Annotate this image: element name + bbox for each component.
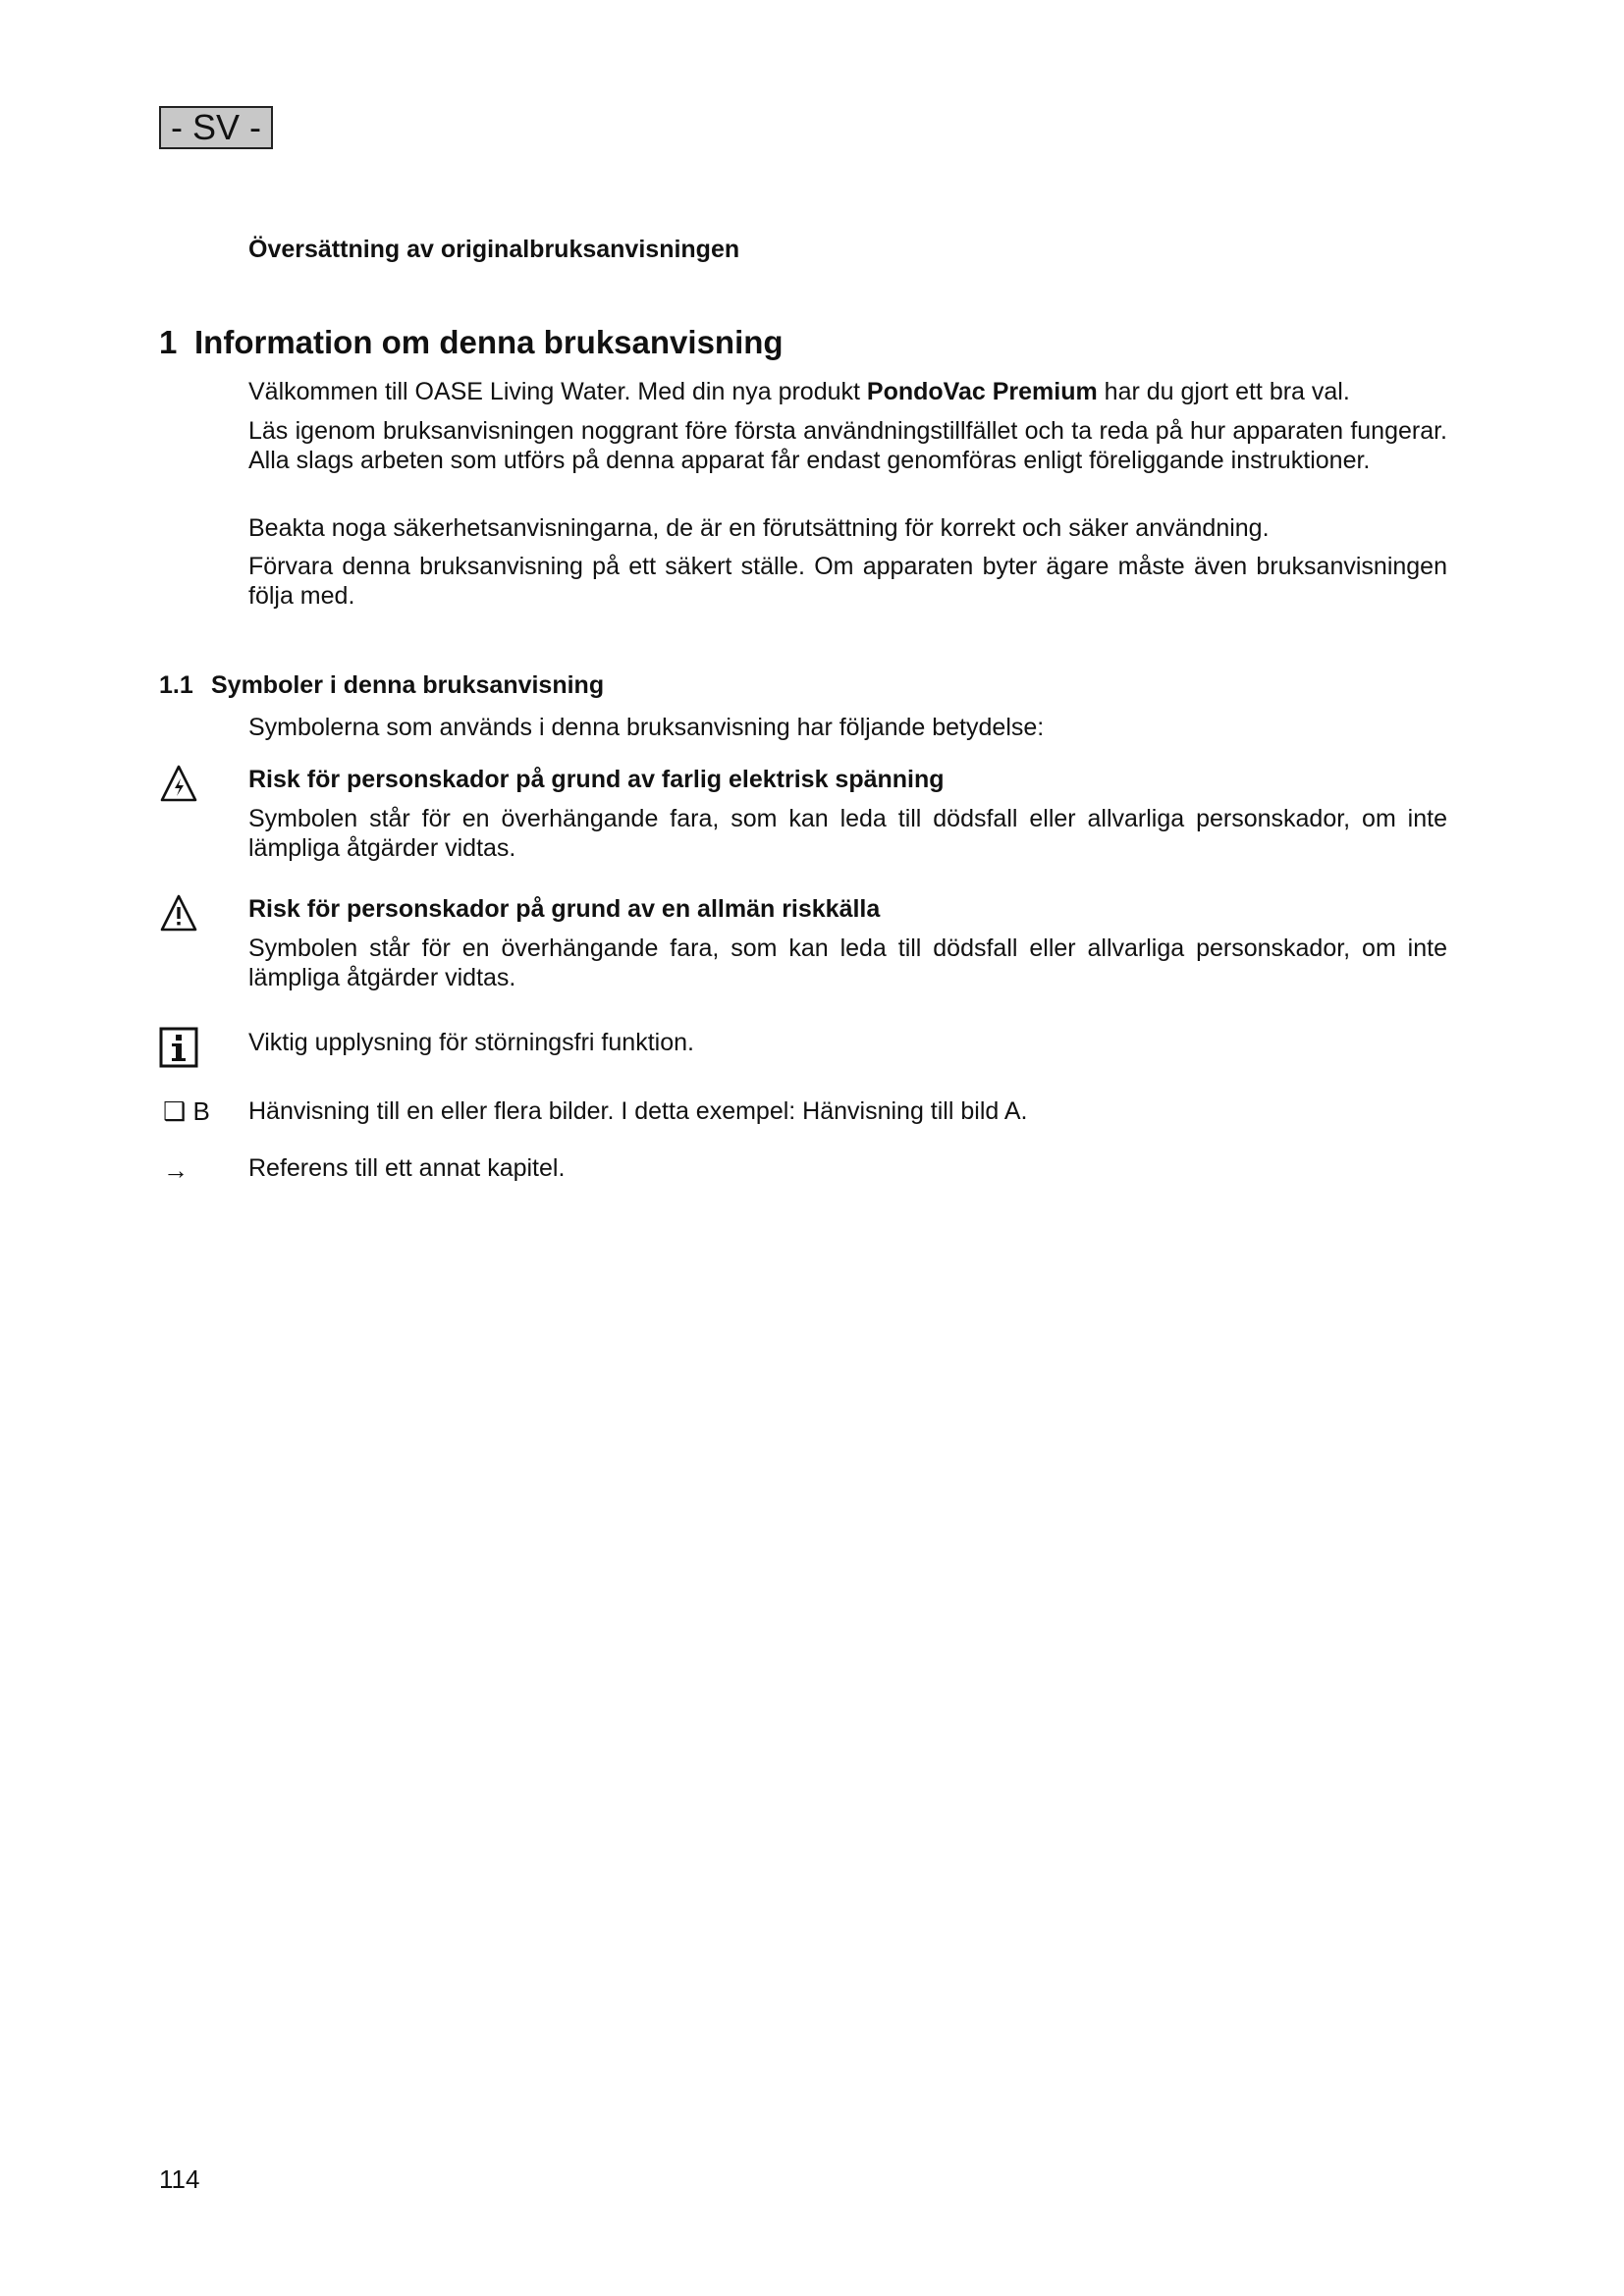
electric-hazard-text: Symbolen står för en överhängande fara, som kan leda till dödsfall eller allvarliga personskador, om inte lämpliga åtgärder vidtas. xyxy=(248,805,1447,862)
section-1-title: Information om denna bruksanvisning xyxy=(194,324,784,360)
electric-hazard-title: Risk för personskador på grund av farlig elektrisk spänning xyxy=(248,766,945,793)
general-hazard-title: Risk för personskador på grund av en allmän riskkälla xyxy=(248,895,881,923)
general-hazard-entry xyxy=(248,894,1447,992)
info-icon xyxy=(159,1027,198,1073)
section-1-1-number: 1.1 xyxy=(159,671,193,699)
general-warning-icon xyxy=(159,893,198,937)
language-tag: - SV - xyxy=(159,106,273,149)
safety-paragraph: Beakta noga säkerhetsanvisningarna, de är en förutsättning för korrekt och säker användning. xyxy=(248,514,1270,542)
storage-paragraph: Förvara denna bruksanvisning på ett säkert ställe. Om apparaten byter ägare måste även bruksanvisningen följa med. xyxy=(248,553,1447,610)
product-name: PondoVac Premium xyxy=(866,378,1098,405)
general-hazard-text: Symbolen står för en överhängande fara, som kan leda till dödsfall eller allvarliga personskador, om inte lämpliga åtgärder vidtas. xyxy=(248,934,1447,991)
chapter-reference-text: Referens till ett annat kapitel. xyxy=(248,1154,566,1182)
welcome-text-end: har du gjort ett bra val. xyxy=(1097,378,1350,405)
info-text: Viktig upplysning för störningsfri funktion. xyxy=(248,1029,694,1056)
symbols-intro: Symbolerna som används i denna bruksanvisning har följande betydelse: xyxy=(248,714,1045,741)
figure-reference-text: Hänvisning till en eller flera bilder. I detta exempel: Hänvisning till bild A. xyxy=(248,1097,1028,1125)
read-instructions-paragraph: Läs igenom bruksanvisningen noggrant före första användningstillfället och ta reda på hur apparaten fungerar. Alla slags arbeten som utförs på denna apparat får endast genomföras enligt föreliggande instruktioner. xyxy=(248,417,1447,474)
page-number: 114 xyxy=(159,2164,200,2194)
document-subtitle: Översättning av originalbruksanvisningen xyxy=(248,236,740,263)
electric-warning-icon xyxy=(159,764,198,808)
figure-reference-symbol: ❑ B xyxy=(163,1096,210,1126)
electric-hazard-entry xyxy=(248,765,1447,863)
section-1-1-heading xyxy=(159,671,604,700)
section-1-heading xyxy=(159,324,784,361)
welcome-paragraph xyxy=(248,377,1447,406)
chapter-reference-arrow-icon: → xyxy=(163,1155,189,1185)
section-1-number: 1 xyxy=(159,324,178,360)
welcome-text-start: Välkommen till OASE Living Water. Med din nya produkt xyxy=(248,378,867,405)
section-1-1-title: Symboler i denna bruksanvisning xyxy=(211,671,605,699)
